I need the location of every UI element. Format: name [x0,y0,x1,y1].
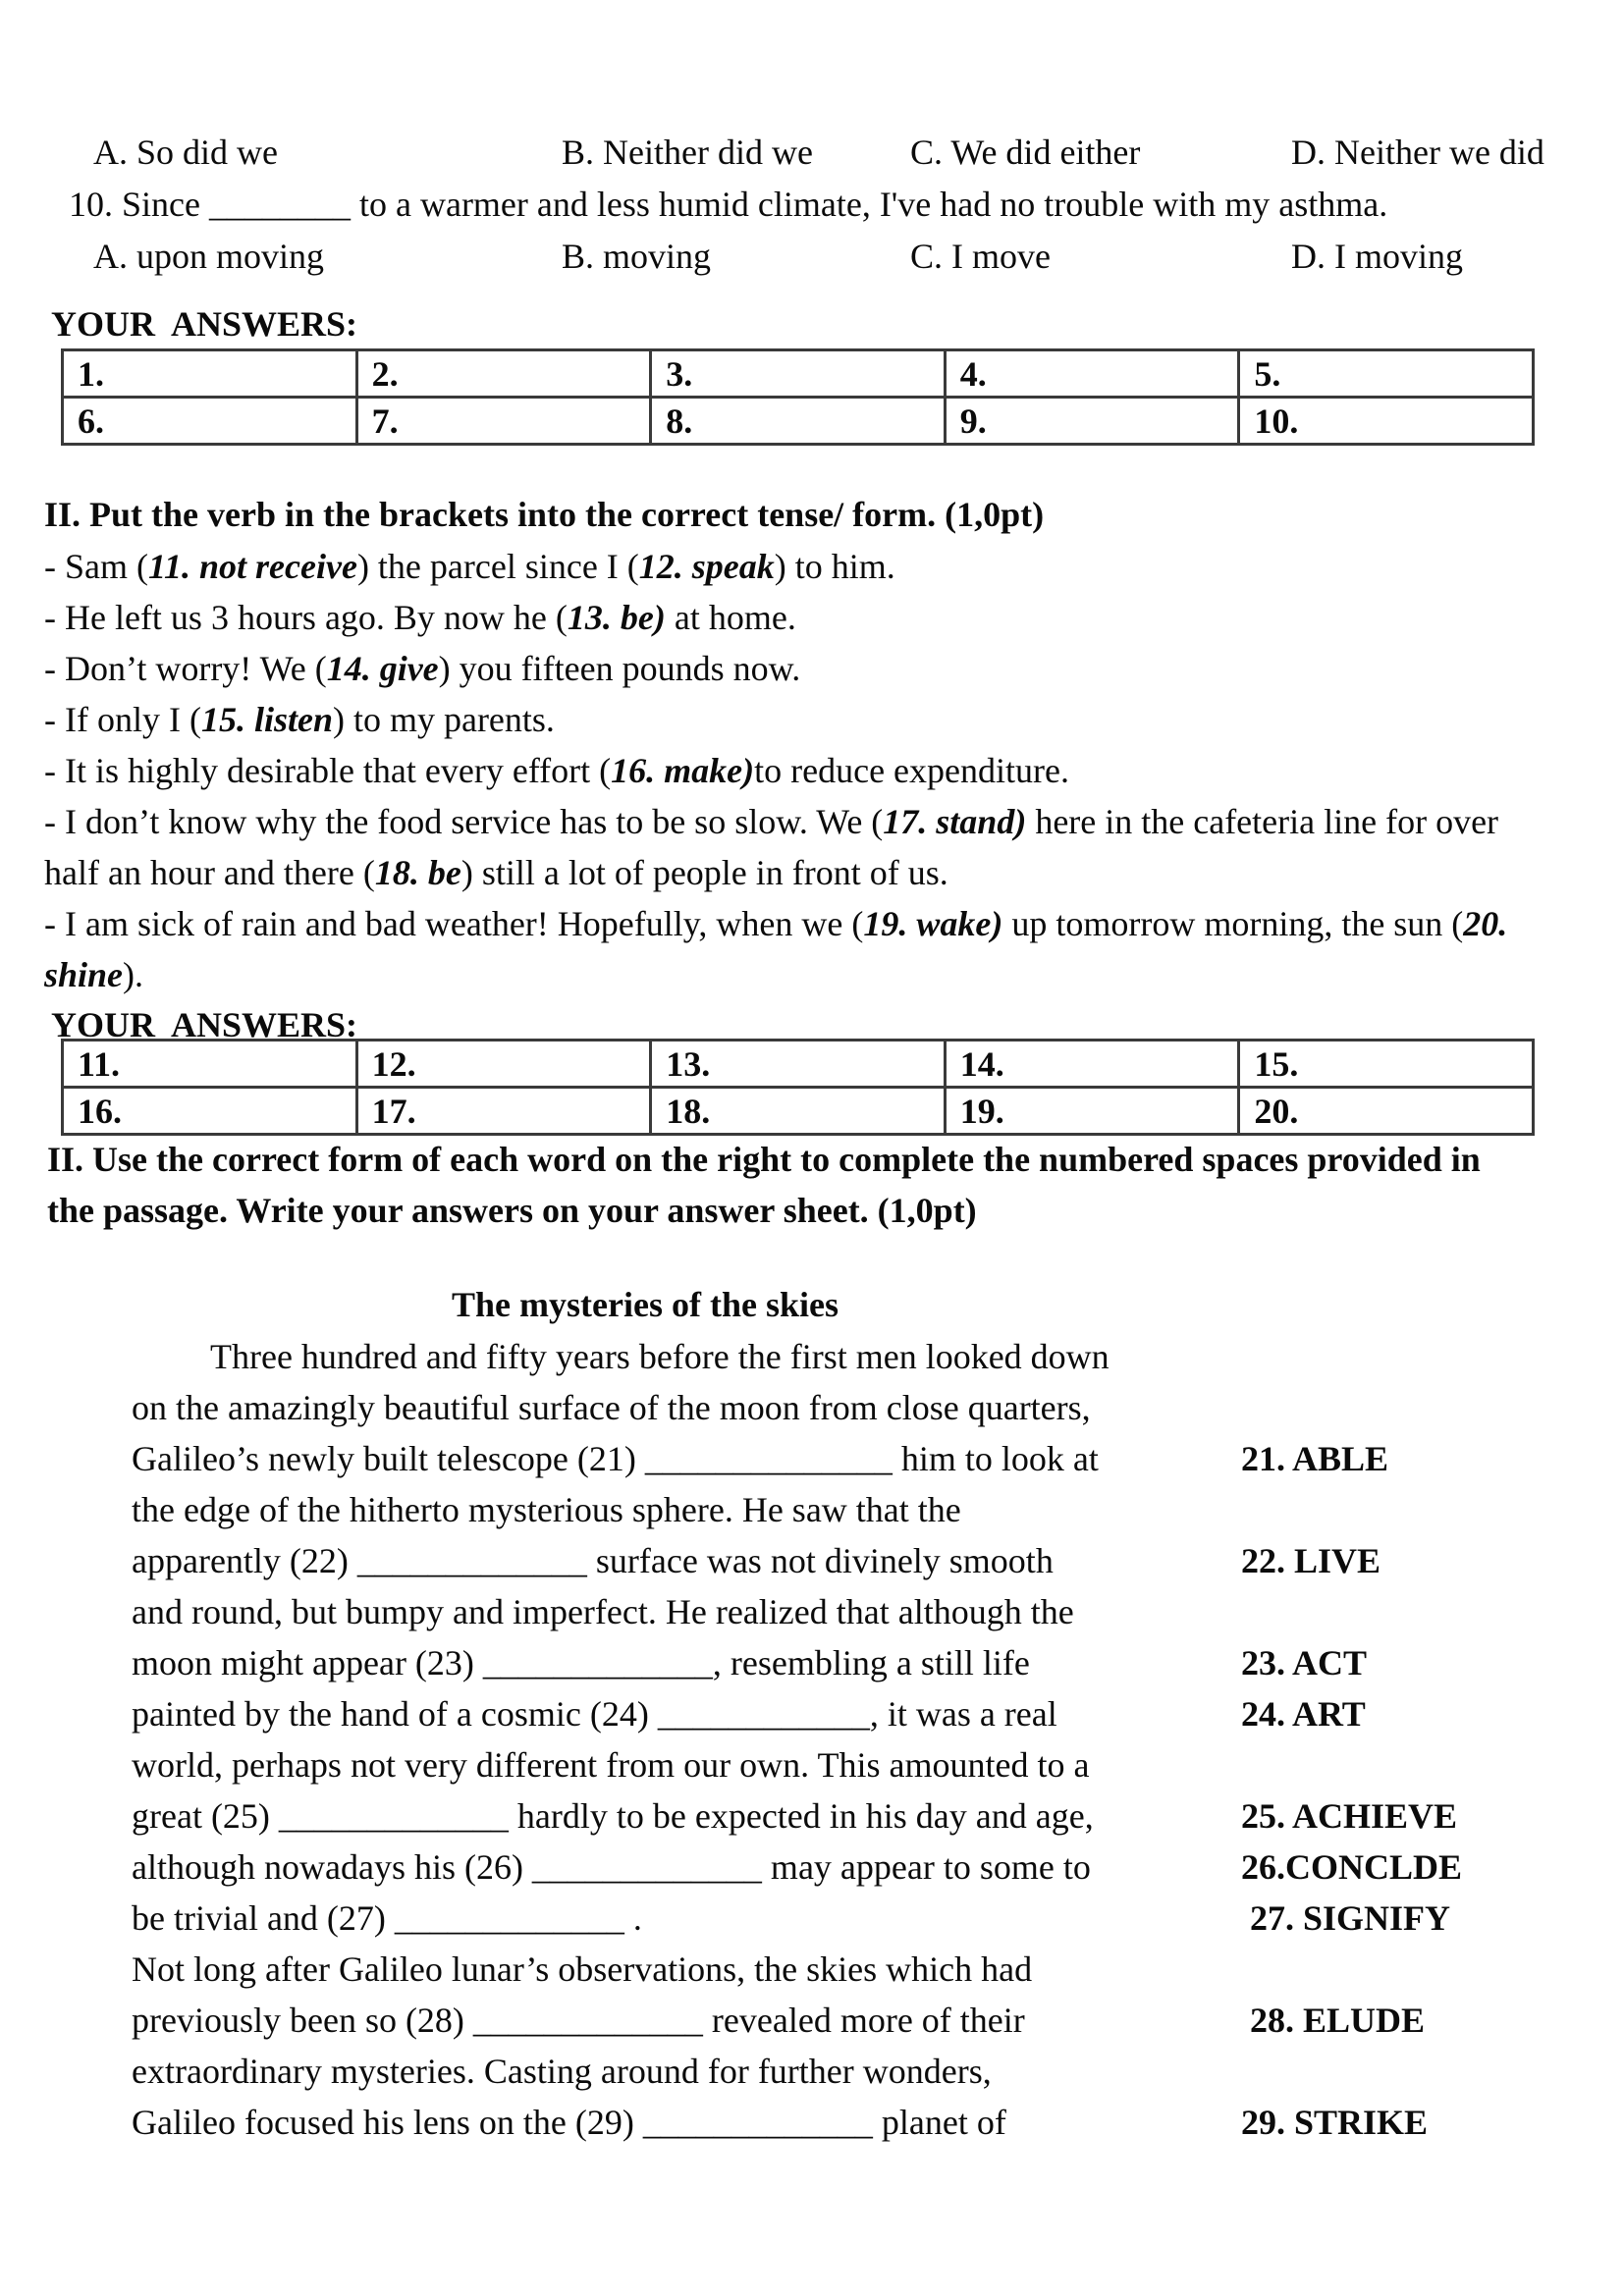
passage-line-text: painted by the hand of a cosmic (24) ____________, it was a real [132,1694,1057,1734]
passage-line [132,1693,1624,1744]
verb-line-text: ) still a lot of people in front of us. [460,853,948,892]
verb-line-text: ) to him. [774,547,895,586]
verb-line-text: to reduce expenditure. [754,751,1069,790]
passage-line-text: be trivial and (27) _____________ . [132,1898,642,1938]
mcq-option: C. I move [910,237,1051,276]
verb-hint: 13. be) [567,598,666,637]
passage-line [132,1540,1624,1591]
answer-table-11-20 [61,1039,1535,1136]
answer-cell: 13. [651,1041,946,1088]
verb-exercise-line [44,648,800,689]
passage-line-text: extraordinary mysteries. Casting around for further wonders, [132,2052,992,2091]
passage-line-text: moon might appear (23) _____________, resembling a still life [132,1643,1030,1682]
word-form-heading-line-1: II. Use the correct form of each word on the right to complete the numbered spaces provided in [47,1140,1481,1179]
verb-line-text: - He left us 3 hours ago. By now he ( [44,598,568,637]
passage-line-text: Three hundred and fifty years before the first men looked down [210,1337,1110,1376]
mcq-option-row-10 [0,236,1624,287]
word-form-prompt: 24. ART [1241,1694,1366,1734]
mcq-option: D. I moving [1291,237,1463,276]
passage-line-text: apparently (22) _____________ surface was not divinely smooth [132,1541,1054,1580]
verb-line-text: ) the parcel since I ( [356,547,639,586]
verb-section-heading: II. Put the verb in the brackets into the correct tense/ form. (1,0pt) [44,495,1045,534]
answer-cell: 14. [945,1041,1239,1088]
answer-cell: 16. [63,1088,357,1135]
answer-cell: 20. [1239,1088,1534,1135]
verb-exercise-line [44,903,1507,944]
passage-title: The mysteries of the skies [452,1285,839,1324]
word-form-prompt: 27. SIGNIFY [1241,1898,1451,1938]
your-answers-heading-1: YOUR ANSWERS: [51,304,358,344]
verb-hint: 15. listen [200,700,333,739]
verb-line-text: up tomorrow morning, the sun ( [1002,904,1464,943]
verb-hint: 11. not receive [147,547,357,586]
passage-line [132,1795,1624,1846]
verb-line-text: ). [123,955,144,994]
verb-line-text: - It is highly desirable that every effort ( [44,751,612,790]
mcq-option: B. Neither did we [562,133,813,172]
passage-line-text: although nowadays his (26) _____________ may appear to some to [132,1847,1091,1887]
passage-body [132,1336,1624,2153]
answer-cell: 5. [1239,350,1534,398]
answer-cell: 7. [356,398,651,445]
mcq-option: B. moving [562,237,712,276]
verb-hint: 19. wake) [863,904,1003,943]
passage-line [132,1489,1624,1540]
passage-line [132,1591,1624,1642]
answer-table-1-10 [61,348,1535,446]
verb-exercise-line [44,954,143,995]
verb-line-text: - Sam ( [44,547,148,586]
passage-line [132,1897,1624,1949]
mcq-option: A. So did we [93,133,278,172]
passage-line-text: and round, but bumpy and imperfect. He realized that although the [132,1592,1074,1631]
passage-line-text: previously been so (28) _____________ revealed more of their [132,2001,1025,2040]
mcq-option: D. Neither we did [1291,133,1544,172]
answer-cell: 9. [945,398,1239,445]
answer-cell: 2. [356,350,651,398]
passage-line [132,1336,1624,1387]
mcq-question-10: 10. Since ________ to a warmer and less humid climate, I've had no trouble with my asthma. [69,185,1388,224]
answer-table-row [63,350,1534,398]
word-form-prompt: 26.CONCLDE [1241,1847,1463,1887]
word-form-heading-line-2: the passage. Write your answers on your answer sheet. (1,0pt) [47,1191,977,1230]
verb-line-text: - If only I ( [44,700,201,739]
verb-exercise-line [44,801,1498,842]
passage-line-text: Galileo focused his lens on the (29) _____________ planet of [132,2103,1006,2142]
verb-line-text: half an hour and there ( [44,853,375,892]
word-form-prompt: 29. STRIKE [1241,2103,1429,2142]
word-form-prompt: 25. ACHIEVE [1241,1796,1458,1836]
verb-exercise-line [44,750,1069,791]
passage-line-text: Galileo’s newly built telescope (21) ______________ him to look at [132,1439,1099,1478]
verb-hint: 14. give [326,649,439,688]
mcq-option-row-9 [0,132,1624,183]
answer-table-row [63,1088,1534,1135]
your-answers-heading-2: YOUR ANSWERS: [51,1005,358,1044]
passage-line-text: the edge of the hitherto mysterious sphere. He saw that the [132,1490,961,1529]
verb-hint: 18. be [374,853,461,892]
passage-line-text: great (25) _____________ hardly to be expected in his day and age, [132,1796,1094,1836]
answer-table-row [63,1041,1534,1088]
verb-hint: 20. [1463,904,1508,943]
verb-line-text: ) to my parents. [332,700,555,739]
answer-cell: 1. [63,350,357,398]
verb-line-text: ) you fifteen pounds now. [438,649,801,688]
passage-line [132,1642,1624,1693]
verb-exercise-line [44,699,555,740]
verb-exercise-line [44,546,895,587]
passage-line [132,1387,1624,1438]
passage-line [132,1949,1624,2000]
answer-cell: 19. [945,1088,1239,1135]
word-form-prompt: 23. ACT [1241,1643,1368,1682]
word-form-prompt: 22. LIVE [1241,1541,1381,1580]
passage-line [132,2000,1624,2051]
verb-line-text: at home. [665,598,796,637]
answer-table-row [63,398,1534,445]
answer-cell: 12. [356,1041,651,1088]
word-form-prompt: 21. ABLE [1241,1439,1389,1478]
verb-line-text: here in the cafeteria line for over [1026,802,1499,841]
answer-cell: 8. [651,398,946,445]
answer-cell: 3. [651,350,946,398]
mcq-option: C. We did either [910,133,1141,172]
mcq-option: A. upon moving [93,237,325,276]
verb-exercise-line [44,597,796,638]
passage-line-text: Not long after Galileo lunar’s observations, the skies which had [132,1949,1033,1989]
verb-hint: 17. stand) [883,802,1027,841]
verb-hint: shine [44,955,124,994]
answer-cell: 17. [356,1088,651,1135]
passage-line [132,2102,1624,2153]
verb-hint: 12. speak [638,547,775,586]
passage-line-text: world, perhaps not very different from our own. This amounted to a [132,1745,1090,1785]
verb-line-text: - I don’t know why the food service has to be so slow. We ( [44,802,884,841]
answer-cell: 10. [1239,398,1534,445]
verb-hint: 16. make) [611,751,755,790]
answer-cell: 15. [1239,1041,1534,1088]
answer-cell: 18. [651,1088,946,1135]
passage-line [132,1744,1624,1795]
word-form-prompt: 28. ELUDE [1241,2001,1426,2040]
verb-exercise-line [44,852,948,893]
answer-cell: 4. [945,350,1239,398]
answer-cell: 11. [63,1041,357,1088]
passage-line [132,1846,1624,1897]
passage-line-text: on the amazingly beautiful surface of the moon from close quarters, [132,1388,1091,1427]
passage-line [132,1438,1624,1489]
verb-line-text: - I am sick of rain and bad weather! Hopefully, when we ( [44,904,864,943]
answer-cell: 6. [63,398,357,445]
passage-line [132,2051,1624,2102]
verb-line-text: - Don’t worry! We ( [44,649,327,688]
